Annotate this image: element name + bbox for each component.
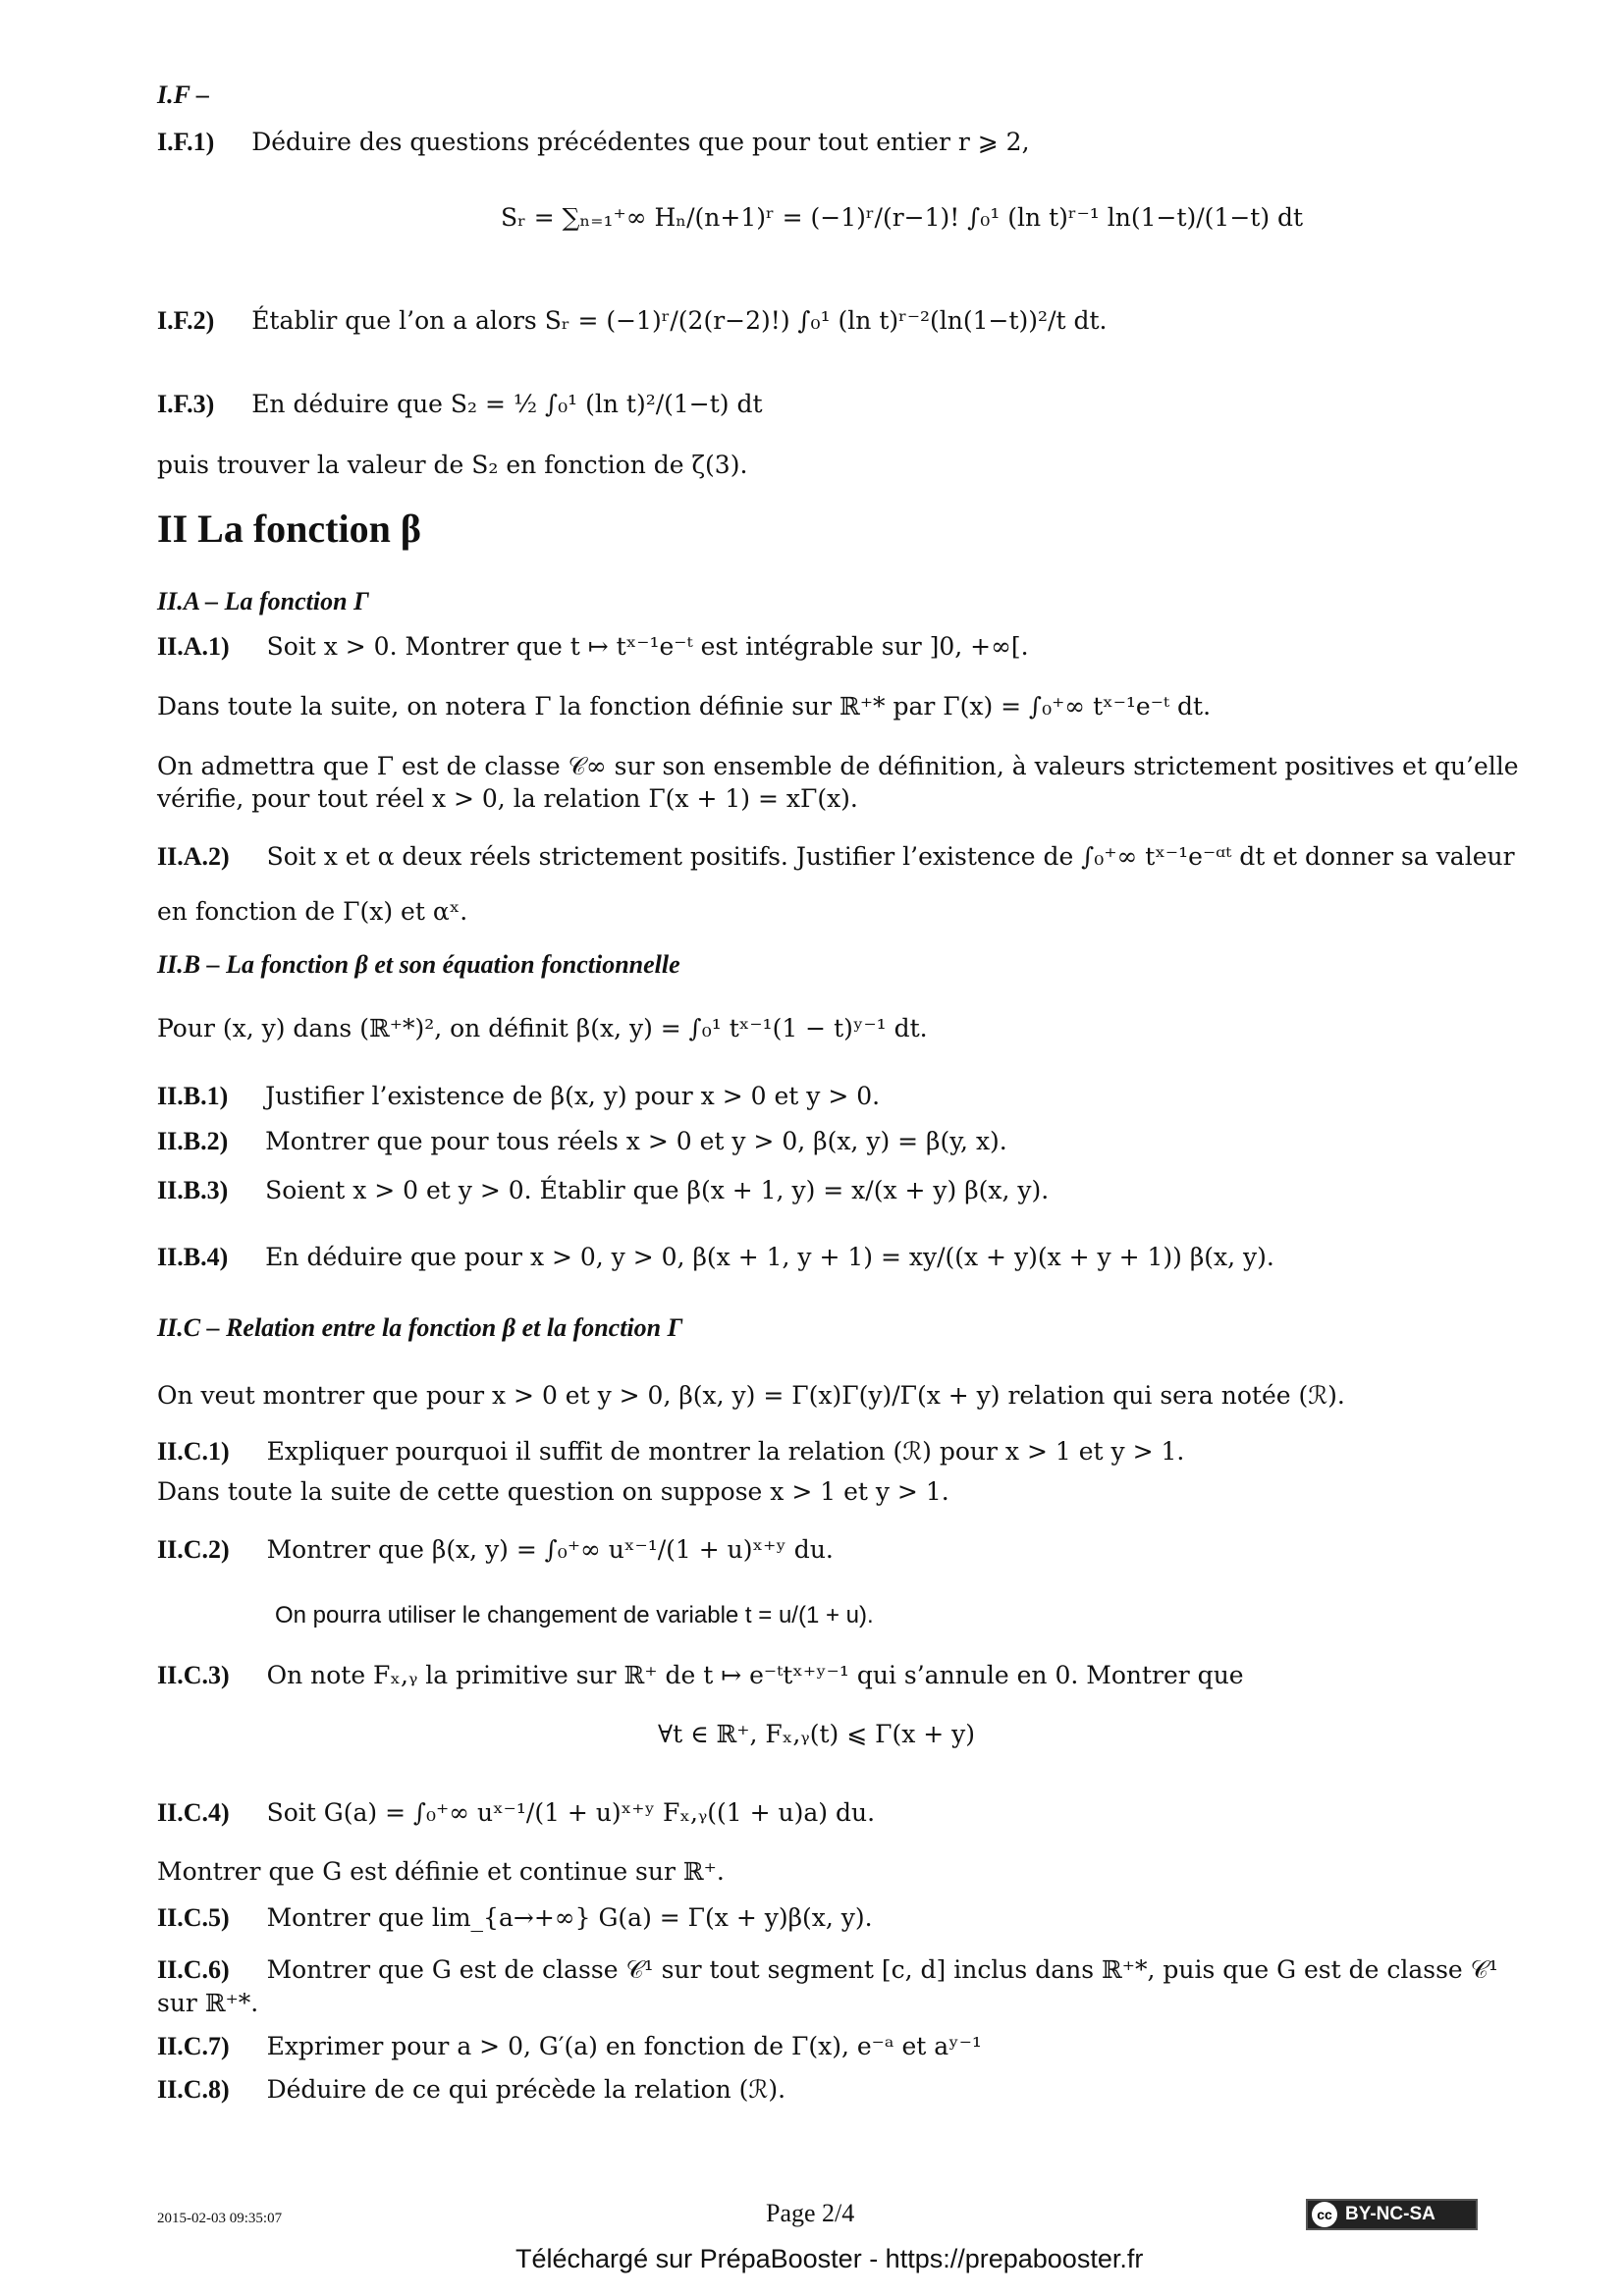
question-label: I.F.3) [157, 390, 215, 418]
question-text: Montrer que G est de classe 𝒞¹ sur tout segment [c, d] inclus dans ℝ⁺*, puis que G est de classe 𝒞¹ [266, 1955, 1498, 1984]
question-text: Déduire des questions précédentes que pour tout entier r ⩾ 2, [251, 128, 1030, 156]
formula-fxy-bound: ∀t ∈ ℝ⁺, Fₓ,ᵧ(t) ⩽ Γ(x + y) [658, 1720, 976, 1748]
subsection-iia-heading: II.A – La fonction Γ [157, 587, 369, 615]
question-iib1 [157, 1080, 880, 1113]
question-iic2 [157, 1533, 834, 1567]
question-text: On note Fₓ,ᵧ la primitive sur ℝ⁺ de t ↦ e⁻ᵗtˣ⁺ʸ⁻¹ qui s’annule en 0. Montrer que [266, 1661, 1244, 1689]
question-text: En déduire que S₂ = ½ ∫₀¹ (ln t)²/(1−t) dt [251, 390, 763, 418]
question-label: II.B.4) [157, 1243, 229, 1271]
text-gamma-definition: Dans toute la suite, on notera Γ la fonction définie sur ℝ⁺* par Γ(x) = ∫₀⁺∞ tˣ⁻¹e⁻ᵗ dt. [157, 692, 1212, 721]
text-admit-line2: vérifie, pour tout réel x > 0, la relation Γ(x + 1) = xΓ(x). [157, 784, 858, 813]
question-label: II.C.6) [157, 1955, 230, 1984]
question-text: Déduire de ce qui précède la relation (ℛ). [266, 2075, 786, 2104]
question-text: Soit G(a) = ∫₀⁺∞ uˣ⁻¹/(1 + u)ˣ⁺ʸ Fₓ,ᵧ((1 + u)a) du. [266, 1798, 876, 1827]
footer-timestamp: 2015-02-03 09:35:07 [157, 2211, 283, 2226]
creative-commons-icon: cc [1312, 2202, 1337, 2227]
subsection-iic-heading: II.C – Relation entre la fonction β et la fonction Γ [157, 1313, 683, 1342]
question-iib2 [157, 1125, 1007, 1158]
text-iic2-hint: On pourra utiliser le changement de variable t = u/(1 + u). [275, 1602, 874, 1629]
question-text: Établir que l’on a alors Sᵣ = (−1)ʳ/(2(r−2)!) ∫₀¹ (ln t)ʳ⁻²(ln(1−t))²/t dt. [251, 306, 1108, 335]
license-text: BY-NC-SA [1345, 2204, 1435, 2224]
question-label: II.B.2) [157, 1127, 229, 1155]
question-iic8 [157, 2073, 785, 2107]
question-label: II.A.2) [157, 842, 230, 871]
question-if3 [157, 388, 763, 421]
formula-sr: Sᵣ = ∑ₙ₌₁⁺∞ Hₙ/(n+1)ʳ = (−1)ʳ/(r−1)! ∫₀¹ (ln t)ʳ⁻¹ ln(1−t)/(1−t) dt [501, 203, 1304, 232]
question-label: I.F.2) [157, 306, 215, 335]
question-text: Montrer que lim_{a→+∞} G(a) = Γ(x + y)β(x, y). [266, 1903, 873, 1932]
question-label: I.F.1) [157, 128, 215, 156]
question-iic1 [157, 1435, 1184, 1468]
question-iia2 [157, 840, 1515, 874]
question-label: II.B.1) [157, 1082, 229, 1110]
question-label: II.C.4) [157, 1798, 230, 1827]
question-text: En déduire que pour x > 0, y > 0, β(x + 1, y + 1) = xy/((x + y)(x + y + 1)) β(x, y). [265, 1243, 1274, 1271]
footer-download-link[interactable]: Téléchargé sur PrépaBooster - https://prepabooster.fr [515, 2244, 1144, 2273]
question-label: II.B.3) [157, 1176, 229, 1204]
question-label: II.C.2) [157, 1535, 230, 1564]
question-iia1 [157, 630, 1029, 664]
footer-page-number: Page 2/4 [766, 2199, 855, 2227]
question-text: Montrer que pour tous réels x > 0 et y > 0, β(x, y) = β(y, x). [265, 1127, 1007, 1155]
question-text: Expliquer pourquoi il suffit de montrer la relation (ℛ) pour x > 1 et y > 1. [266, 1437, 1185, 1466]
question-label: II.C.7) [157, 2032, 230, 2060]
question-text: Justifier l’existence de β(x, y) pour x > 0 et y > 0. [265, 1082, 881, 1110]
text-iic-intro: On veut montrer que pour x > 0 et y > 0, β(x, y) = Γ(x)Γ(y)/Γ(x + y) relation qui sera notée (ℛ). [157, 1381, 1345, 1410]
text-iic-suppose: Dans toute la suite de cette question on suppose x > 1 et y > 1. [157, 1477, 949, 1506]
text-iic6-follow: sur ℝ⁺*. [157, 1989, 259, 2017]
question-label: II.A.1) [157, 632, 230, 661]
question-text: Exprimer pour a > 0, G′(a) en fonction de Γ(x), e⁻ᵃ et aʸ⁻¹ [266, 2032, 982, 2060]
question-text: Soient x > 0 et y > 0. Établir que β(x + 1, y) = x/(x + y) β(x, y). [265, 1176, 1050, 1204]
question-label: II.C.1) [157, 1437, 230, 1466]
question-iic7 [157, 2030, 982, 2063]
question-iic3 [157, 1659, 1244, 1692]
question-iic6 [157, 1953, 1498, 1987]
question-iic5 [157, 1901, 873, 1935]
question-label: II.C.3) [157, 1661, 230, 1689]
subsection-iib-heading: II.B – La fonction β et son équation fonctionnelle [157, 950, 680, 979]
question-label: II.C.5) [157, 1903, 230, 1932]
text-if3-follow: puis trouver la valeur de S₂ en fonction de ζ(3). [157, 451, 748, 479]
text-iia2-follow: en fonction de Γ(x) et αˣ. [157, 897, 468, 926]
question-if2 [157, 304, 1107, 338]
section-if-heading: I.F – [157, 80, 209, 109]
question-text: Soit x et α deux réels strictement positifs. Justifier l’existence de ∫₀⁺∞ tˣ⁻¹e⁻ᵅᵗ dt et donner sa valeur [266, 842, 1515, 871]
question-iic4 [157, 1796, 875, 1830]
license-badge [1306, 2199, 1478, 2230]
question-text: Montrer que β(x, y) = ∫₀⁺∞ uˣ⁻¹/(1 + u)ˣ⁺ʸ du. [266, 1535, 834, 1564]
text-iic4-follow: Montrer que G est définie et continue sur ℝ⁺. [157, 1857, 725, 1886]
section-title: II La fonction β [157, 507, 421, 551]
question-iib3 [157, 1174, 1049, 1207]
question-text: Soit x > 0. Montrer que t ↦ tˣ⁻¹e⁻ᵗ est intégrable sur ]0, +∞[. [266, 632, 1029, 661]
text-admit-line1: On admettra que Γ est de classe 𝒞∞ sur son ensemble de définition, à valeurs strictement positives et qu’elle [157, 752, 1519, 780]
question-if1 [157, 126, 1030, 159]
question-label: II.C.8) [157, 2075, 230, 2104]
text-beta-definition: Pour (x, y) dans (ℝ⁺*)², on définit β(x, y) = ∫₀¹ tˣ⁻¹(1 − t)ʸ⁻¹ dt. [157, 1014, 928, 1042]
question-iib4 [157, 1241, 1274, 1274]
